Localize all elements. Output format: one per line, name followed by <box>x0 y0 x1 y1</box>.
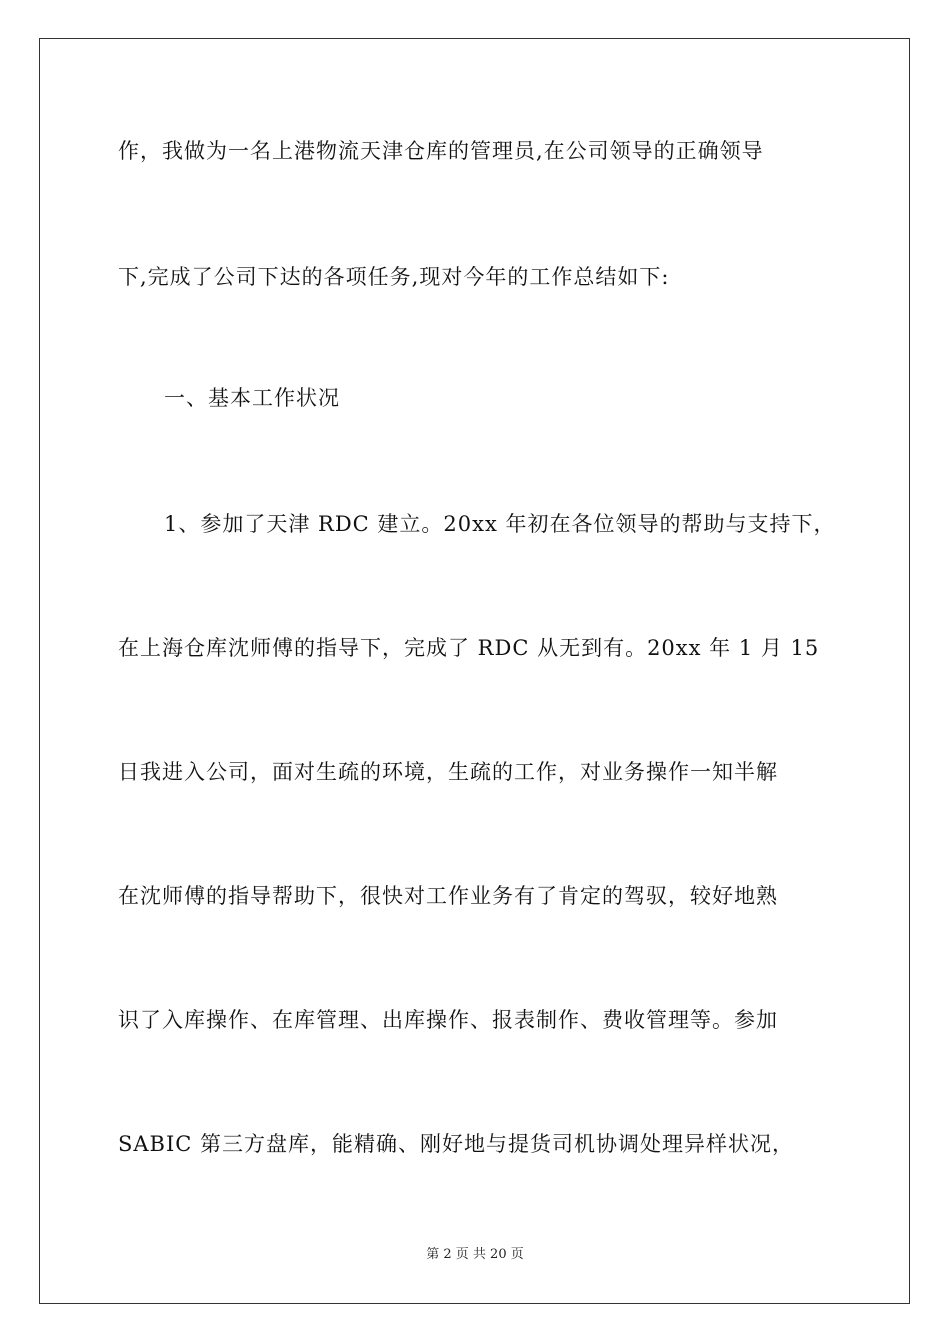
paragraph-line-8: 识了入库操作、在库管理、出库操作、报表制作、费收管理等。参加 <box>118 1008 778 1032</box>
paragraph-line-1: 作，我做为一名上港物流天津仓库的管理员,在公司领导的正确领导 <box>118 139 764 163</box>
page-border <box>39 38 910 1304</box>
paragraph-line-2: 下,完成了公司下达的各项任务,现对今年的工作总结如下: <box>118 265 670 289</box>
paragraph-line-9: SABIC 第三方盘库，能精确、刚好地与提货司机协调处理异样状况， <box>118 1132 795 1156</box>
page-number-footer: 第 2 页 共 20 页 <box>426 1247 524 1262</box>
paragraph-line-7: 在沈师傅的指导帮助下，很快对工作业务有了肯定的驾驭，较好地熟 <box>118 884 778 908</box>
paragraph-line-5: 在上海仓库沈师傅的指导下，完成了 RDC 从无到有。20xx 年 1 月 15 <box>118 636 820 660</box>
section-heading: 一、基本工作状况 <box>164 386 340 410</box>
paragraph-line-6: 日我进入公司，面对生疏的环境，生疏的工作，对业务操作一知半解 <box>118 760 778 784</box>
paragraph-line-4: 1、参加了天津 RDC 建立。20xx 年初在各位领导的帮助与支持下， <box>164 512 836 536</box>
